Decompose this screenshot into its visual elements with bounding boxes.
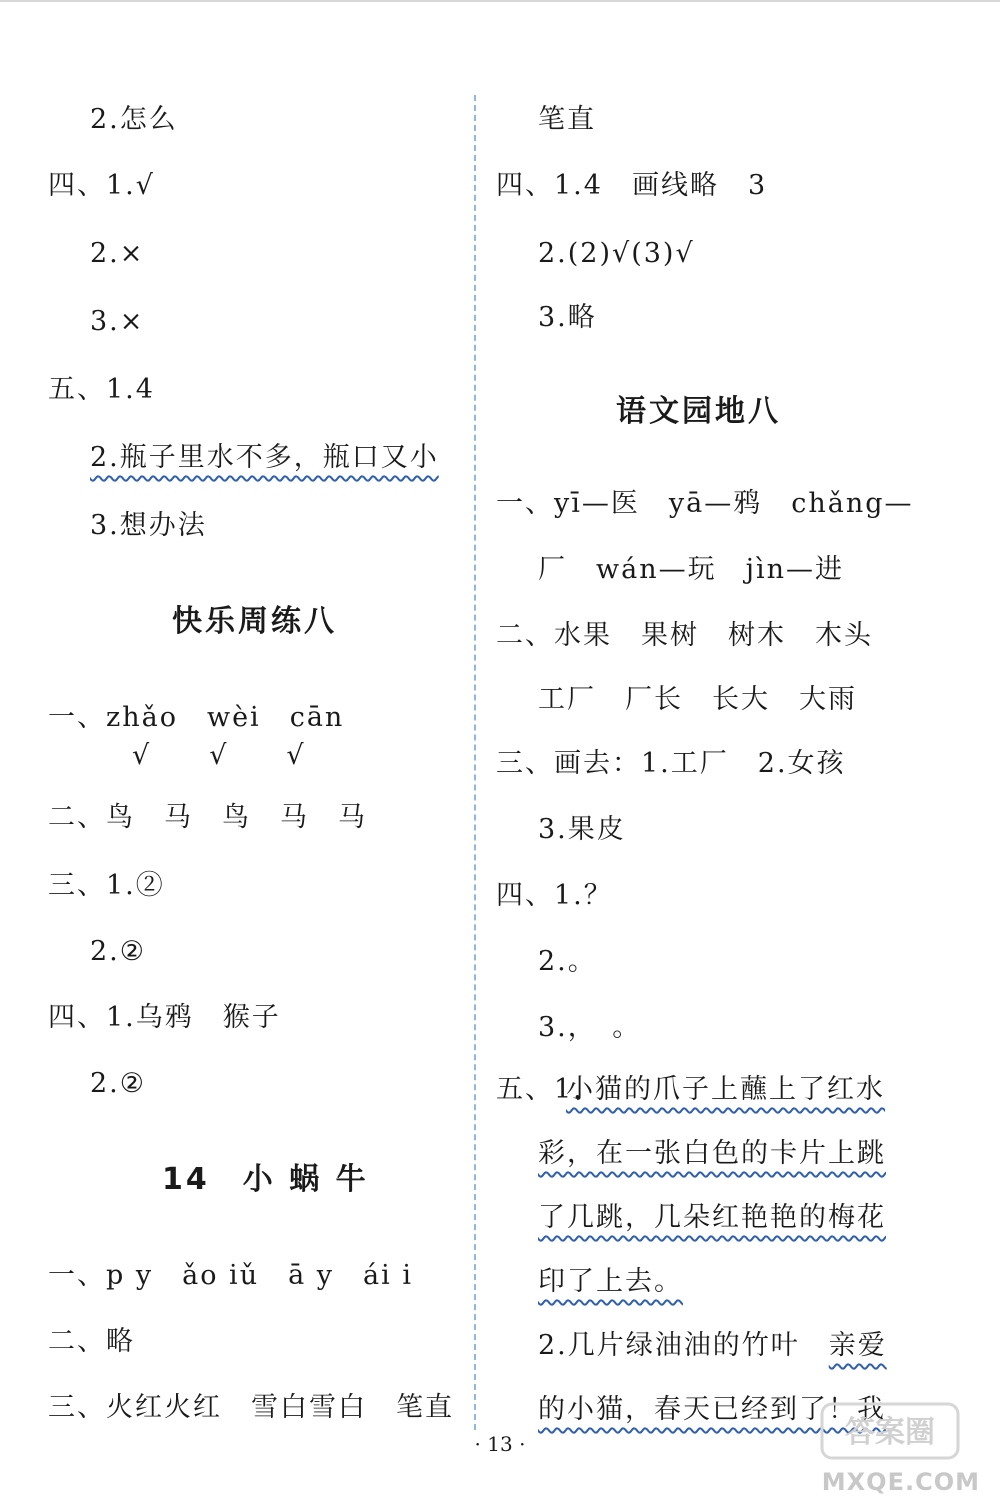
watermark-logo <box>820 1400 960 1462</box>
answer-line-underlined: 小猫的爪子上蘸上了红水 <box>566 1074 885 1105</box>
column-divider <box>474 95 476 1430</box>
answer-line: 三、画去：1.工厂 2.女孩 <box>496 748 846 779</box>
answer-line: 3.想办法 <box>90 510 207 541</box>
section-heading: 快乐周练八 <box>172 604 337 639</box>
answer-text-underlined: 亲爱 <box>828 1330 887 1361</box>
answer-line: 二、水果 果树 树木 木头 <box>496 620 873 651</box>
answer-label: 五、1. <box>496 1074 584 1105</box>
answer-line: 二、略 <box>48 1326 135 1357</box>
answer-line: 3.， 。 <box>538 1012 642 1043</box>
answer-line-underlined: 的小猫，春天已经到了！我 <box>538 1394 886 1425</box>
answer-line: 五、1.4 <box>48 374 155 405</box>
answer-line: 三、1.② <box>48 870 165 901</box>
section-heading: 语文园地八 <box>616 394 781 429</box>
answer-line: 2.(2)√(3)√ <box>538 238 695 269</box>
answer-line: 2.② <box>90 1068 146 1099</box>
pinyin-line: 一、zhǎo wèi cān <box>48 702 345 733</box>
answer-line: 工厂 厂长 长大 大雨 <box>538 684 857 715</box>
answer-line: 四、1.乌鸦 猴子 <box>48 1002 281 1033</box>
pinyin-line: 一、p y ǎo iǔ ā y ái i <box>48 1260 413 1291</box>
answer-line: 二、鸟 马 鸟 马 马 <box>48 802 367 833</box>
top-border <box>0 0 1000 2</box>
answer-line: 3.果皮 <box>538 814 626 845</box>
answer-line-underlined: 彩，在一张白色的卡片上跳 <box>538 1138 886 1169</box>
answer-line: 3.略 <box>538 302 597 333</box>
pinyin-line: 厂 wán—玩 jìn—进 <box>538 554 844 585</box>
answer-line: 2.× <box>90 238 145 269</box>
answer-line: 三、火红火红 雪白雪白 笔直 <box>48 1392 454 1423</box>
watermark-url: MXQE.COM <box>821 1468 980 1496</box>
answer-line: 四、1.√ <box>48 170 155 201</box>
pinyin-line: 一、yī—医 yā—鸦 chǎng— <box>496 488 914 519</box>
answer-text: 2.几片绿油油的竹叶 <box>538 1330 829 1361</box>
page-number: · 13 · <box>474 1432 526 1456</box>
answer-line: 笔直 <box>538 104 596 135</box>
answer-line: 2.。 <box>538 946 597 977</box>
answer-line: 2.怎么 <box>90 104 178 135</box>
answer-line: 2.② <box>90 936 146 967</box>
answer-line: 四、1.4 画线略 3 <box>496 170 768 201</box>
check-marks-line: √ √ √ <box>132 740 306 771</box>
answer-line: 四、1.？ <box>496 880 613 911</box>
answer-line-underlined: 2.瓶子里水不多，瓶口又小 <box>90 442 439 473</box>
lesson-heading: 14 小 蜗 牛 <box>162 1162 369 1197</box>
answer-line <box>538 1328 887 1364</box>
answer-line-underlined: 印了上去。 <box>538 1266 683 1297</box>
answer-line: 3.× <box>90 306 145 337</box>
answer-line-underlined: 了几跳，几朵红艳艳的梅花 <box>538 1202 886 1233</box>
watermark-logo-text: 答案圈 <box>845 1415 935 1450</box>
